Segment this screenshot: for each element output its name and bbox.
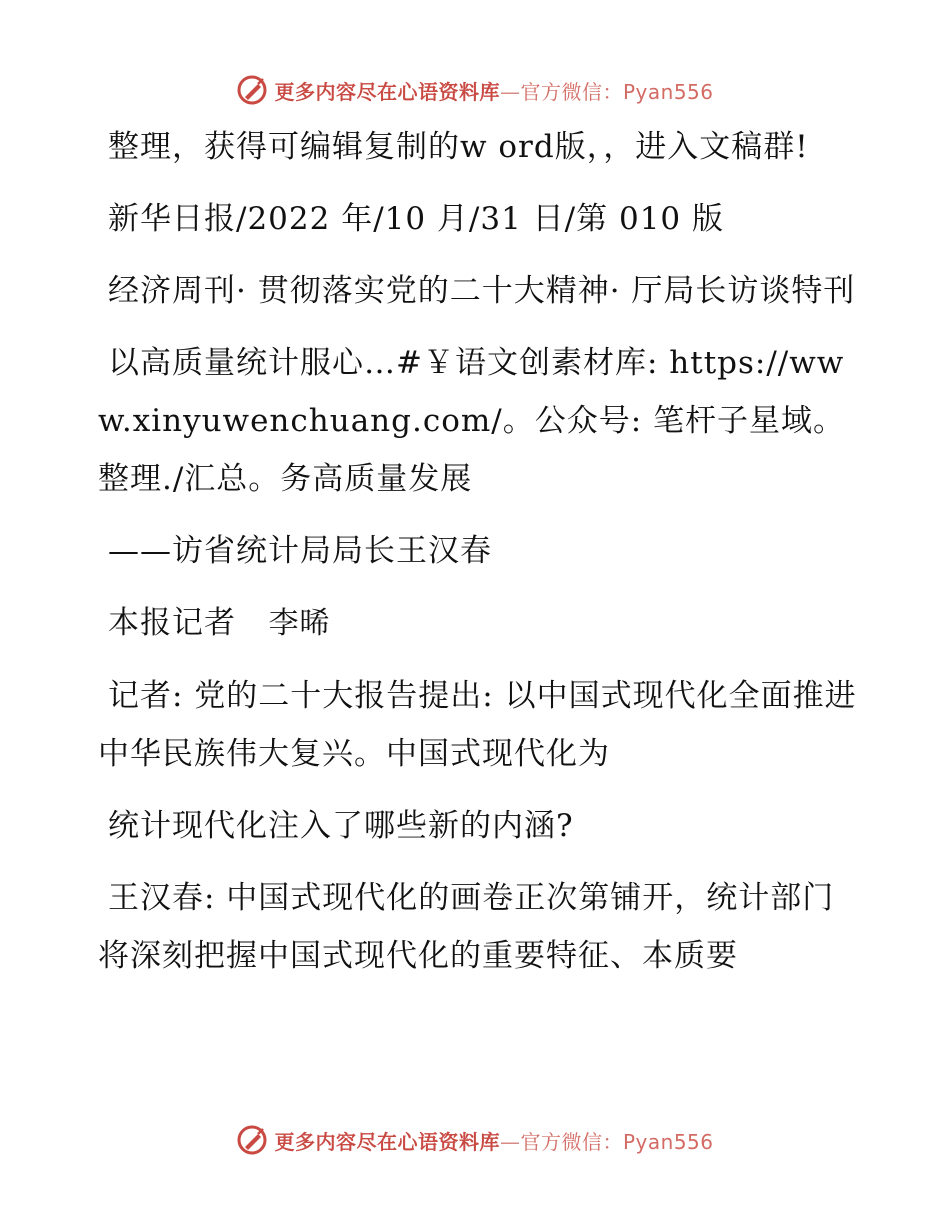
reporter-label: 本报记者 <box>108 605 236 641</box>
watermark-text <box>274 76 713 105</box>
watermark-text <box>274 1126 713 1155</box>
paragraph-source: 新华日报/2022 年/10 月/31 日/第 010 版 <box>108 201 725 237</box>
paragraph-intro: 整理，获得可编辑复制的w ord版，，进入文稿群! <box>108 129 809 165</box>
watermark-wechat-label: 官方微信： <box>520 79 623 104</box>
watermark-main-text: 更多内容尽在心语资料库 <box>274 1129 500 1154</box>
paragraph-reporter <box>98 594 858 653</box>
paragraph-column: 经济周刊· 贯彻落实党的二十大精神· 厅局长访谈特刊 <box>108 273 856 309</box>
header-watermark-banner <box>0 70 950 110</box>
paragraph-question-1: 记者: 党的二十大报告提出: 以中国式现代化全面推进中华民族伟大复兴。中国式现代化为 <box>98 678 857 772</box>
paragraph-subtitle: ——访省统计局局长王汉春 <box>108 533 492 569</box>
watermark-wechat-id: Pyan556 <box>622 1129 714 1154</box>
watermark-dash: — <box>499 1129 521 1154</box>
paragraph-answer: 王汉春: 中国式现代化的画卷正次第铺开，统计部门将深刻把握中国式现代化的重要特征、本质要 <box>98 880 835 974</box>
watermark-wechat-label: 官方微信： <box>520 1129 623 1154</box>
watermark-wechat-id: Pyan556 <box>622 79 714 104</box>
watermark-dash: — <box>499 79 521 104</box>
footer-watermark-banner <box>0 1120 950 1160</box>
document-body <box>98 118 858 985</box>
pen-logo-icon <box>236 1124 268 1156</box>
paragraph-headline: 以高质量统计服心…#￥语文创素材库: https://www.xinyuwenchuang.com/。公众号: 笔杆子星域。整理./汇总。务高质量发展 <box>98 345 845 497</box>
reporter-name: 李晞 <box>268 606 331 641</box>
paragraph-question-2: 统计现代化注入了哪些新的内涵? <box>108 808 574 844</box>
pen-logo-icon <box>236 74 268 106</box>
watermark-main-text: 更多内容尽在心语资料库 <box>274 79 500 104</box>
